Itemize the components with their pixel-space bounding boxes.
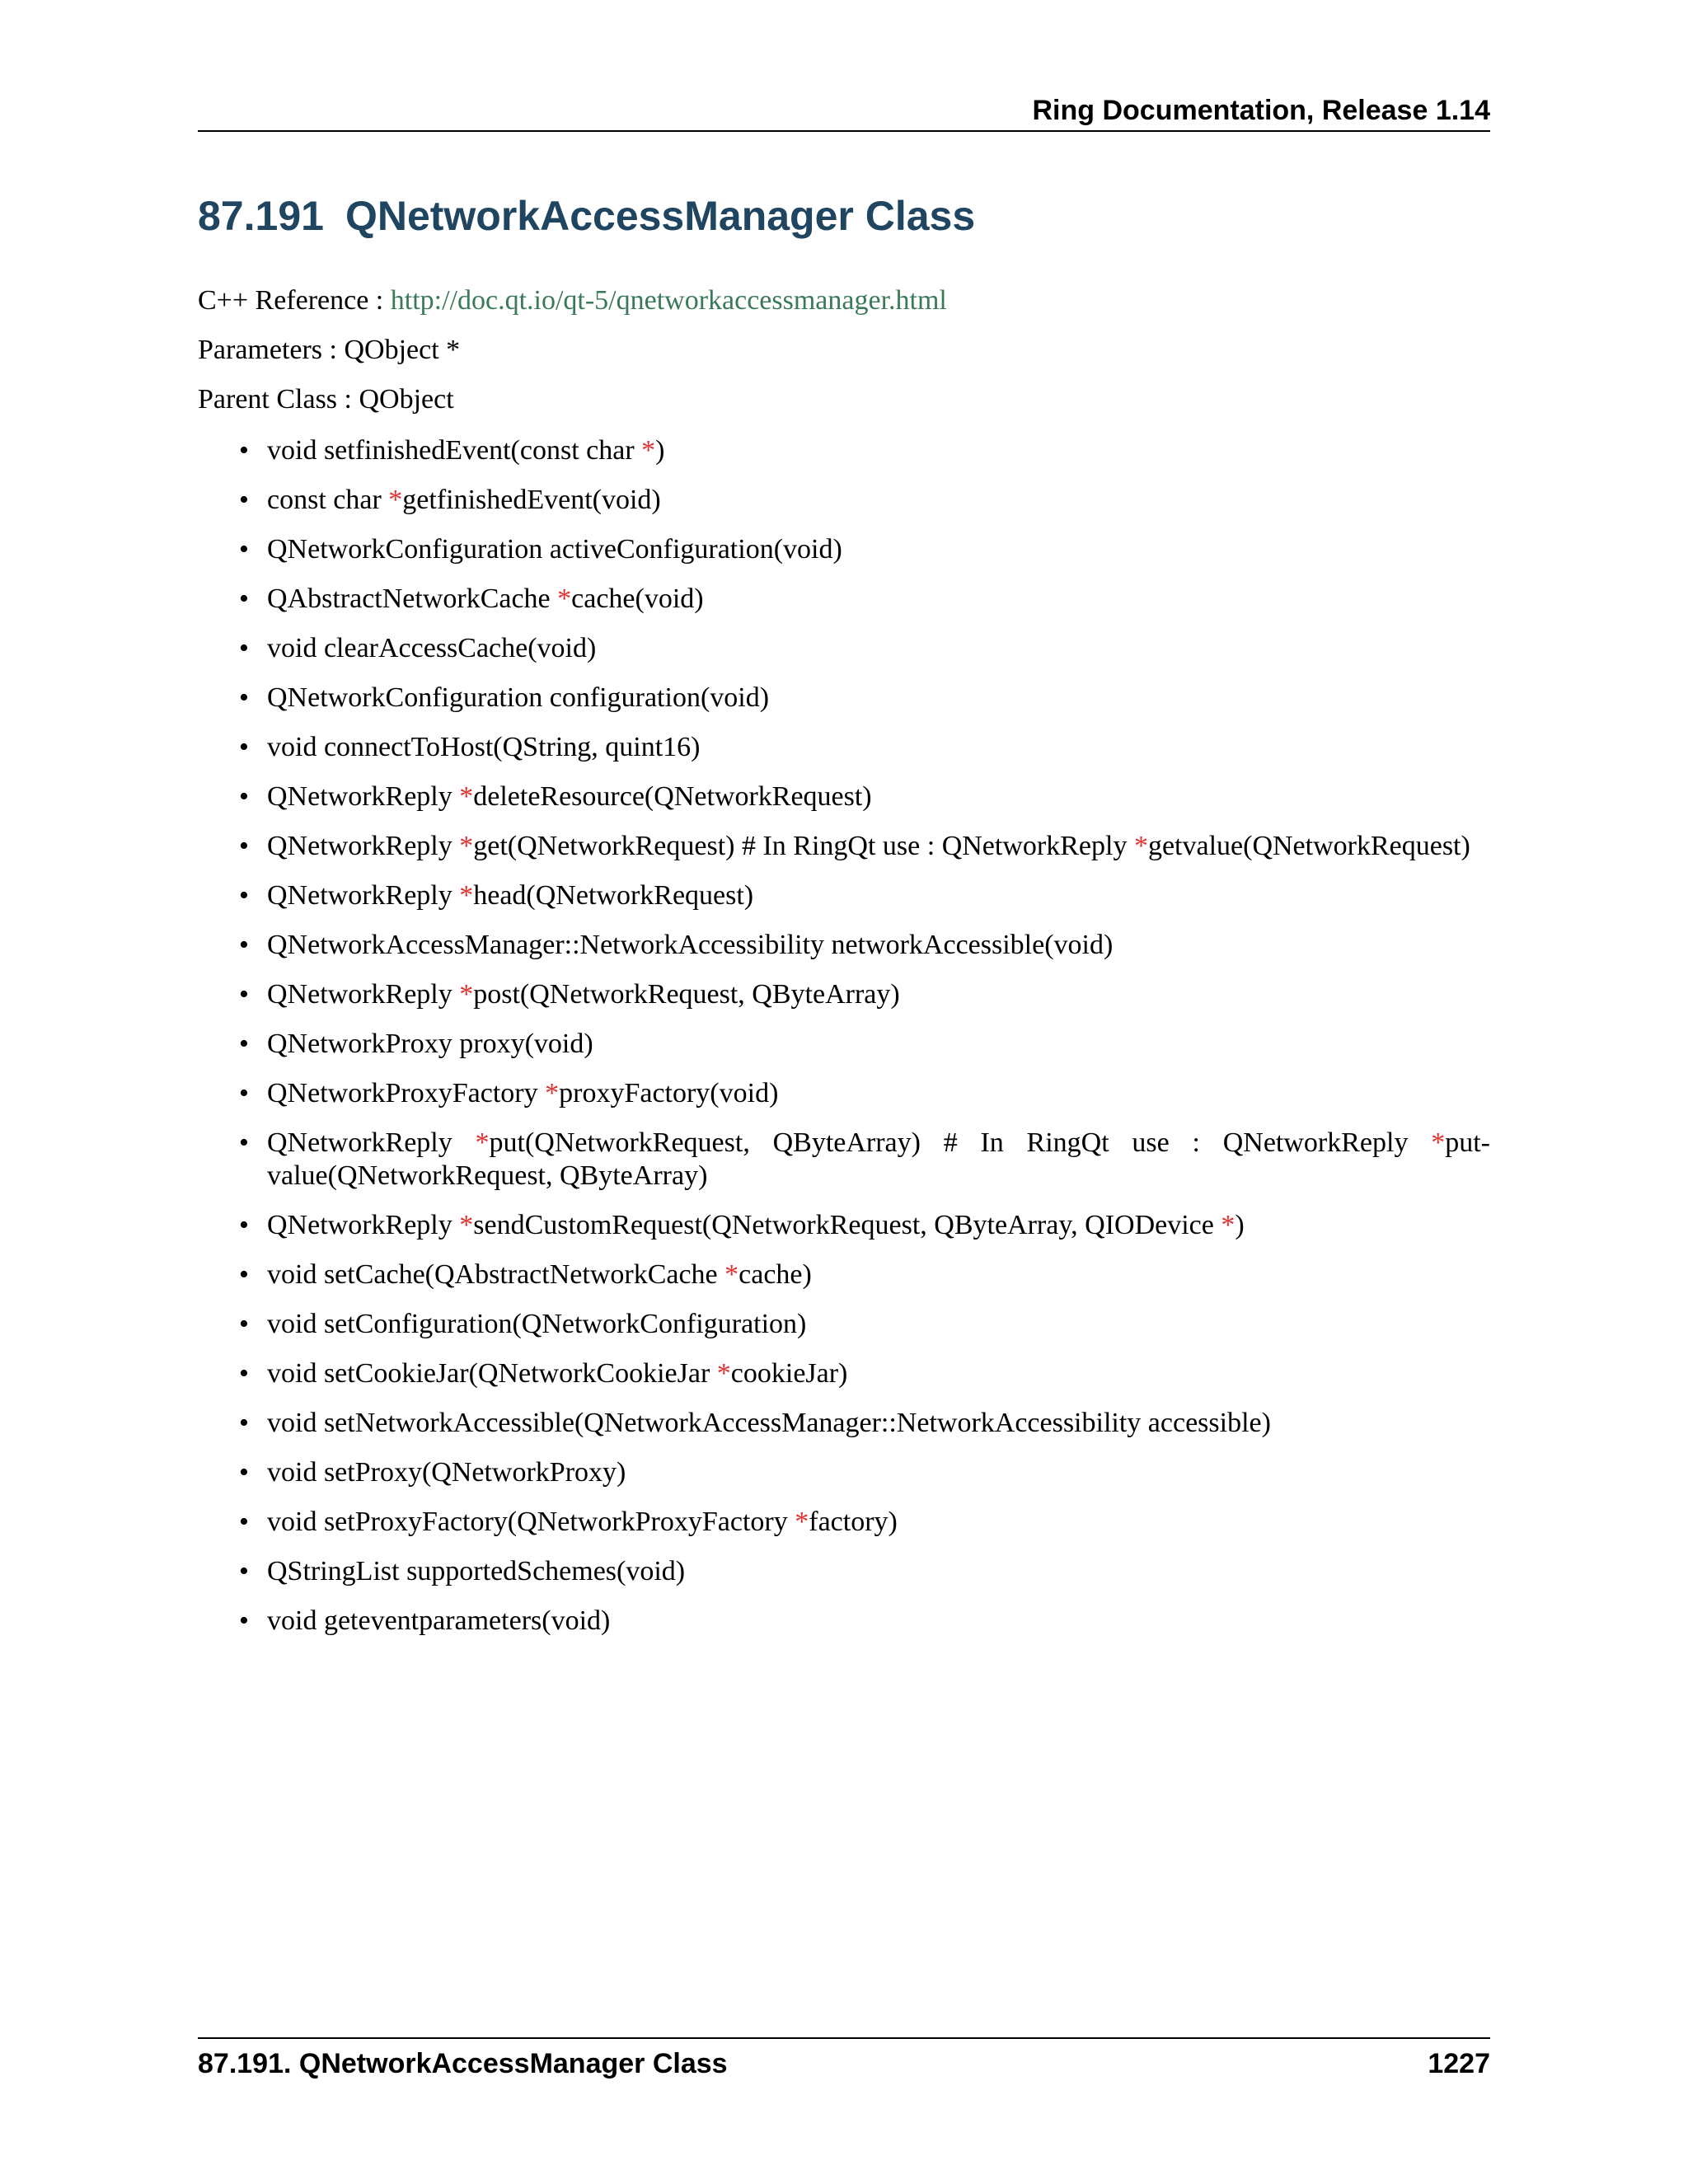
method-item <box>198 1209 1490 1242</box>
bullet-icon: • <box>239 880 249 911</box>
bullet-icon: • <box>239 930 249 960</box>
pointer-asterisk: * <box>459 880 474 911</box>
method-item <box>198 1357 1490 1390</box>
method-signature: QStringList supportedSchemes(void) <box>267 1556 686 1586</box>
method-signature: const char *getfinishedEvent(void) <box>267 485 661 515</box>
method-signature: void setProxy(QNetworkProxy) <box>267 1457 626 1488</box>
bullet-icon: • <box>239 682 249 713</box>
parent-class-line: Parent Class : QObject <box>198 384 454 415</box>
bullet-icon: • <box>239 485 249 515</box>
method-item <box>198 632 1490 665</box>
method-signature: void geteventparameters(void) <box>267 1605 611 1636</box>
method-item <box>198 583 1490 616</box>
method-signature: QNetworkReply *deleteResource(QNetworkRequest) <box>267 781 872 812</box>
bullet-icon: • <box>239 1507 249 1537</box>
bullet-icon: • <box>239 1309 249 1339</box>
method-item <box>198 929 1490 962</box>
method-signature: void setCookieJar(QNetworkCookieJar *cookieJar) <box>267 1358 848 1389</box>
method-signature: QNetworkAccessManager::NetworkAccessibility networkAccessible(void) <box>267 930 1114 960</box>
bullet-icon: • <box>239 633 249 663</box>
footer-section-title: 87.191. QNetworkAccessManager Class <box>198 2048 728 2079</box>
bullet-icon: • <box>239 435 249 466</box>
pointer-asterisk: * <box>1221 1210 1236 1240</box>
method-signature: void setConfiguration(QNetworkConfiguration) <box>267 1309 807 1339</box>
method-signature: void setNetworkAccessible(QNetworkAccessManager::NetworkAccessibility accessible) <box>267 1408 1271 1438</box>
page-header <box>198 91 1490 132</box>
pointer-asterisk: * <box>459 1210 474 1240</box>
method-item <box>198 731 1490 764</box>
pointer-asterisk: * <box>459 781 474 812</box>
cpp-reference-link[interactable]: http://doc.qt.io/qt-5/qnetworkaccessmanager.html <box>390 285 947 316</box>
method-signature: QNetworkProxy proxy(void) <box>267 1029 593 1059</box>
method-item <box>198 484 1490 517</box>
bullet-icon: • <box>239 1029 249 1059</box>
pointer-asterisk: * <box>1431 1127 1446 1158</box>
section-title-text: QNetworkAccessManager Class <box>345 193 976 239</box>
method-item <box>198 434 1490 467</box>
method-signature: QNetworkReply *head(QNetworkRequest) <box>267 880 754 911</box>
pointer-asterisk: * <box>388 485 403 515</box>
cpp-reference-label: C++ Reference : <box>198 285 391 316</box>
bullet-icon: • <box>239 1259 249 1290</box>
method-item <box>198 1308 1490 1341</box>
bullet-icon: • <box>239 534 249 565</box>
bullet-icon: • <box>239 1358 249 1389</box>
bullet-icon: • <box>239 1457 249 1488</box>
bullet-icon: • <box>239 831 249 861</box>
bullet-icon: • <box>239 1556 249 1586</box>
method-item <box>198 1258 1490 1291</box>
bullet-icon: • <box>239 1078 249 1108</box>
bullet-icon: • <box>239 1605 249 1636</box>
pointer-asterisk: * <box>459 979 474 1010</box>
method-item <box>198 978 1490 1011</box>
method-signature: QAbstractNetworkCache *cache(void) <box>267 583 704 614</box>
page-number: 1227 <box>1428 2048 1490 2079</box>
pointer-asterisk: * <box>641 435 656 466</box>
method-signature: void setProxyFactory(QNetworkProxyFactory *factory) <box>267 1507 898 1537</box>
method-item <box>198 1456 1490 1489</box>
pointer-asterisk: * <box>557 583 572 614</box>
bullet-icon: • <box>239 1127 249 1158</box>
method-item <box>198 830 1490 863</box>
bullet-icon: • <box>239 1210 249 1240</box>
method-signature: QNetworkReply *sendCustomRequest(QNetworkRequest, QByteArray, QIODevice *) <box>267 1210 1245 1240</box>
method-item <box>198 1028 1490 1061</box>
bullet-icon: • <box>239 781 249 812</box>
method-item <box>198 1077 1490 1110</box>
pointer-asterisk: * <box>545 1078 560 1108</box>
method-item <box>198 682 1490 715</box>
method-item <box>198 879 1490 912</box>
method-item <box>198 780 1490 813</box>
pointer-asterisk: * <box>795 1507 809 1537</box>
method-signature: QNetworkConfiguration configuration(void) <box>267 682 770 713</box>
method-signature: QNetworkReply *post(QNetworkRequest, QByteArray) <box>267 979 900 1010</box>
page-footer <box>198 2037 1490 2079</box>
bullet-icon: • <box>239 979 249 1010</box>
section-title <box>198 190 975 242</box>
pointer-asterisk: * <box>1133 831 1148 861</box>
method-signature: QNetworkReply *get(QNetworkRequest) # In RingQt use : QNetworkReply *getvalue(QNetworkRequest) <box>267 831 1470 861</box>
section-number: 87.191 <box>198 193 324 239</box>
pointer-asterisk: * <box>724 1259 739 1290</box>
cpp-reference-line <box>198 283 947 319</box>
method-item <box>198 1127 1490 1193</box>
method-signature: void clearAccessCache(void) <box>267 633 597 663</box>
method-list <box>198 434 1490 1654</box>
pointer-asterisk: * <box>716 1358 731 1389</box>
pointer-asterisk: * <box>459 831 474 861</box>
pointer-asterisk: * <box>475 1127 490 1158</box>
method-item <box>198 533 1490 566</box>
method-item <box>198 1407 1490 1440</box>
bullet-icon: • <box>239 1408 249 1438</box>
method-item <box>198 1506 1490 1539</box>
method-item <box>198 1555 1490 1588</box>
method-signature: void setfinishedEvent(const char *) <box>267 435 665 466</box>
header-title: Ring Documentation, Release 1.14 <box>1032 95 1490 126</box>
bullet-icon: • <box>239 583 249 614</box>
bullet-icon: • <box>239 732 249 762</box>
parameters-line: Parameters : QObject * <box>198 335 461 365</box>
method-signature: void connectToHost(QString, quint16) <box>267 732 701 762</box>
method-signature: QNetworkProxyFactory *proxyFactory(void) <box>267 1078 779 1108</box>
method-signature: QNetworkReply *put(QNetworkRequest, QByteArray) # In RingQt use : QNetworkReply *put-value(QNetworkRequest, QByteArray) <box>267 1127 1490 1191</box>
method-item <box>198 1605 1490 1638</box>
method-signature: QNetworkConfiguration activeConfiguration(void) <box>267 534 842 565</box>
method-signature: void setCache(QAbstractNetworkCache *cache) <box>267 1259 812 1290</box>
